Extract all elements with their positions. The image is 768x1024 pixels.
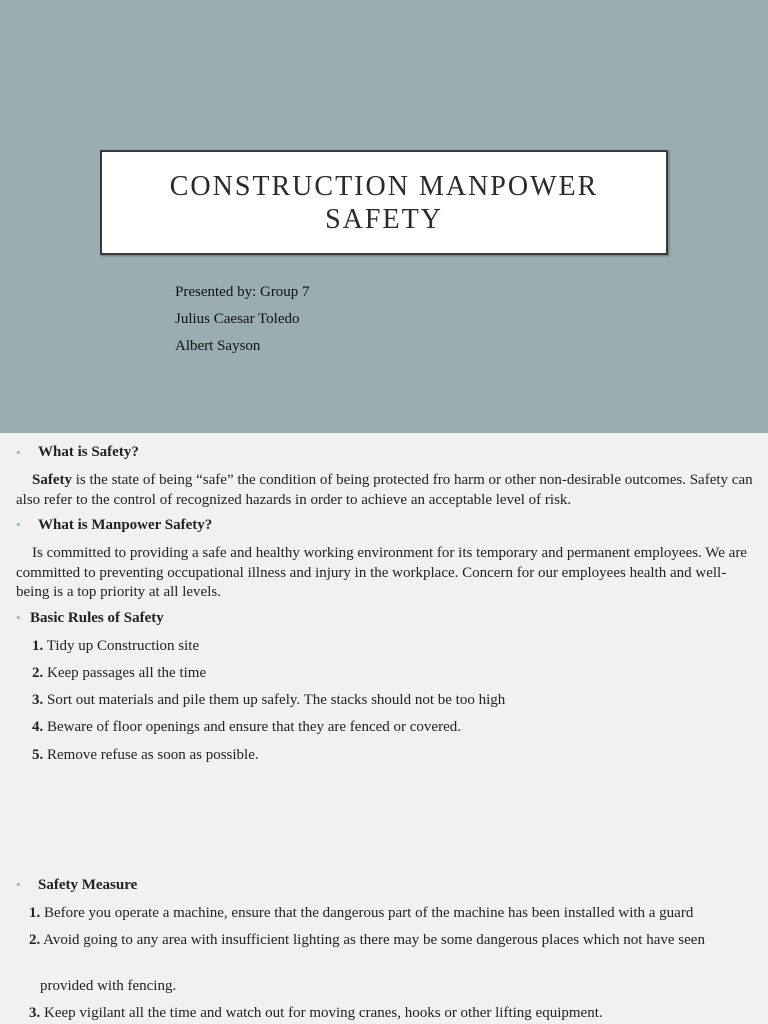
content-slide (0, 433, 768, 1024)
list-item: 3. Keep vigilant all the time and watch out for moving cranes, hooks or other lifting equipment. (29, 1005, 603, 1021)
manpower-safety-definition: Is committed to providing a safe and healthy working environment for its temporary and permanent employees. We are committed to preventing occupational illness and injury in the workplace. Concern for our employees health and well-being is a top priority at all levels. (16, 545, 747, 600)
section-heading: What is Safety? (38, 444, 139, 460)
title-slide (0, 0, 768, 433)
section-heading: What is Manpower Safety? (38, 517, 213, 533)
list-item-continuation: provided with fencing. (40, 978, 177, 994)
list-item: 2. Keep passages all the time (32, 665, 207, 681)
list-item: 1. Before you operate a machine, ensure that the dangerous part of the machine has been installed with a guard (29, 905, 694, 921)
section-heading: Safety Measure (38, 877, 138, 893)
list-item: 4. Beware of floor openings and ensure that they are fenced or covered. (32, 719, 461, 735)
safety-definition: Safety is the state of being “safe” the condition of being protected fro harm or other non-desirable outcomes. Safety can also refer to the control of recognized hazards in order to achieve an acceptable level of risk. (16, 472, 753, 508)
presenter-line: Albert Sayson (175, 338, 261, 354)
list-item: 2. Avoid going to any area with insufficient lighting as there may be some dangerous places which not have seen (29, 932, 705, 948)
list-item: 3. Sort out materials and pile them up safely. The stacks should not be too high (32, 692, 506, 708)
presenter-line: Presented by: Group 7 (175, 284, 310, 300)
bullet-icon: • (16, 517, 21, 532)
bullet-icon: • (16, 445, 21, 460)
list-item: 5. Remove refuse as soon as possible. (32, 747, 259, 763)
slide-title: CONSTRUCTION MANPOWER SAFETY (169, 170, 599, 235)
bullet-icon: • (16, 610, 21, 625)
presenter-line: Julius Caesar Toledo (175, 311, 300, 327)
section-heading: Basic Rules of Safety (30, 610, 164, 626)
title-box (100, 150, 668, 255)
bullet-icon: • (16, 877, 21, 892)
presenter-list (175, 279, 310, 360)
list-item: 1. Tidy up Construction site (32, 638, 200, 654)
